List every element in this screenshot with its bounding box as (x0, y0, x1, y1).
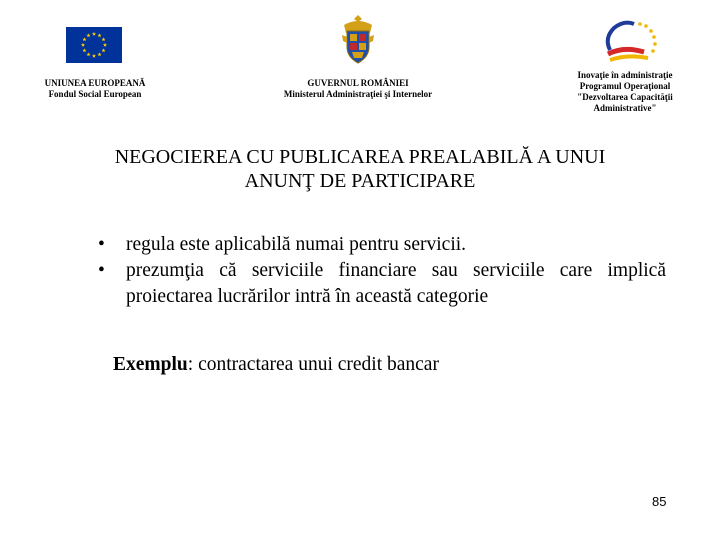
government-name: GUVERNUL ROMÂNIEI (307, 78, 409, 88)
program-line-2: Programul Operaţional (579, 81, 671, 91)
program-header-text (560, 70, 690, 114)
bullet-text: prezumţia că serviciile financiare sau serviciile care implică proiectarea lucrărilor intră în această categorie (126, 260, 666, 307)
program-line-4: Administrative" (593, 103, 657, 113)
ministry-name: Ministerul Administraţiei şi Internelor (283, 89, 433, 99)
page-number: 85 (652, 494, 667, 509)
program-line-1: Inovaţie în administraţie (577, 70, 673, 80)
bullet-item (98, 258, 666, 310)
eu-flag-icon (66, 27, 122, 63)
slide-title-line-2: ANUNŢ DE PARTICIPARE (244, 170, 476, 192)
bullet-list (98, 232, 666, 310)
bullet-item (98, 232, 666, 258)
eu-name: UNIUNEA EUROPEANĂ (44, 78, 146, 88)
esf-name: Fondul Social European (48, 89, 142, 99)
slide-title-line-1: NEGOCIEREA CU PUBLICAREA PREALABILĂ A UNUI (114, 146, 606, 168)
example-label: Exemplu (113, 354, 188, 375)
example-text: contractarea unui credit bancar (193, 354, 439, 375)
po-dca-logo-icon (600, 16, 660, 64)
romania-coat-of-arms-icon (340, 13, 376, 65)
example-separator: : (187, 354, 194, 375)
bullet-dot: • (98, 234, 105, 255)
eu-header-text (26, 78, 164, 100)
bullet-text: regula este aplicabilă numai pentru servicii. (126, 234, 467, 255)
slide-title (0, 145, 720, 193)
bullet-dot: • (98, 260, 105, 281)
program-line-3: "Dezvoltarea Capacităţii (577, 92, 673, 102)
government-header-text (262, 78, 454, 100)
example-line (113, 352, 439, 378)
